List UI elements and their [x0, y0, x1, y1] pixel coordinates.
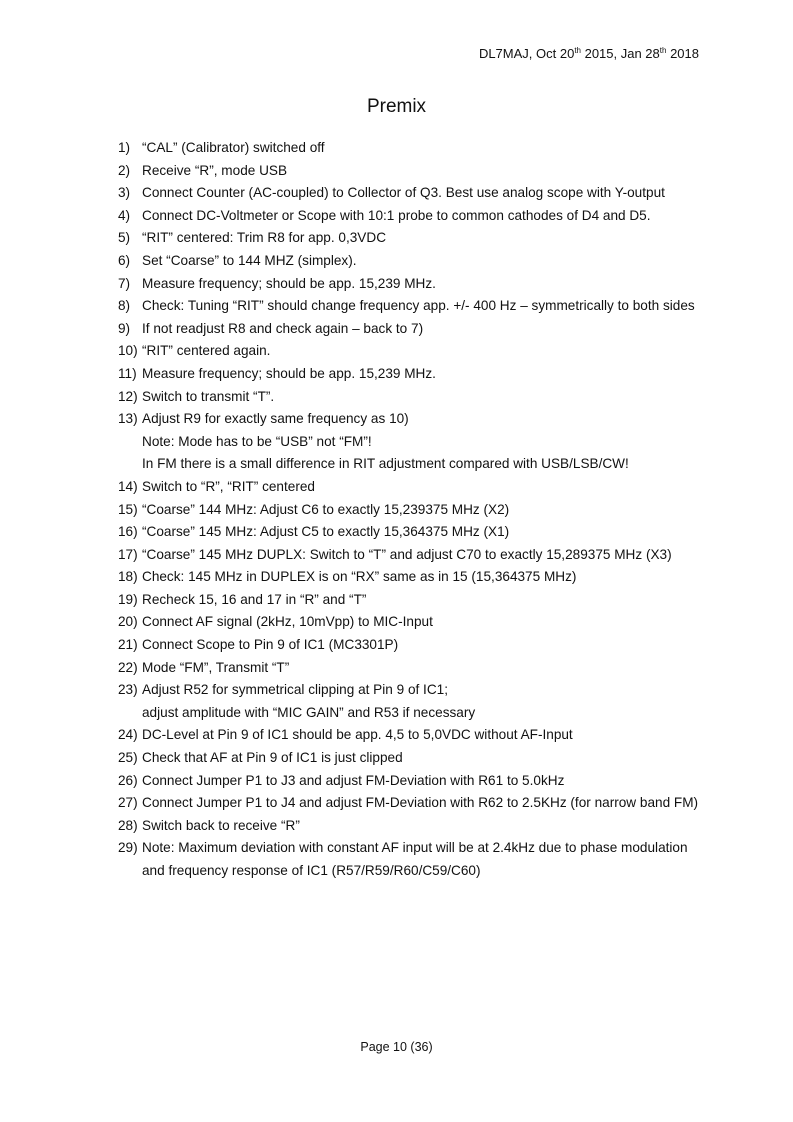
step-number: 28) [118, 817, 138, 833]
step-text [142, 408, 703, 476]
step-item [118, 589, 703, 612]
step-number: 17) [118, 546, 138, 562]
step-line: Switch to transmit “T”. [142, 388, 275, 404]
step-text [142, 340, 703, 363]
step-text [142, 770, 703, 793]
step-text [142, 679, 703, 724]
procedure-steps-list [118, 137, 703, 883]
step-text [142, 363, 703, 386]
step-text [142, 724, 703, 747]
header-mid: 2015, Jan 28 [580, 46, 660, 61]
step-line: Connect Jumper P1 to J4 and adjust FM-Deviation with R62 to 2.5KHz (for narrow band FM) [142, 795, 699, 811]
step-text [142, 273, 703, 296]
step-number: 25) [118, 750, 138, 766]
step-line: “Coarse” 144 MHz: Adjust C6 to exactly 15,239375 MHz (X2) [142, 501, 510, 517]
step-text [142, 657, 703, 680]
step-text [142, 544, 703, 567]
header-superscript-2: th [659, 46, 667, 55]
step-line: Switch to “R”, “RIT” centered [142, 478, 315, 494]
step-text [142, 182, 703, 205]
step-number: 6) [118, 252, 131, 268]
step-number: 9) [118, 320, 131, 336]
step-item [118, 499, 703, 522]
step-line: Switch back to receive “R” [142, 817, 300, 833]
step-line: Connect DC-Voltmeter or Scope with 10:1 probe to common cathodes of D4 and D5. [142, 207, 651, 223]
step-number: 11) [118, 365, 137, 381]
step-line: “Coarse” 145 MHz: Adjust C5 to exactly 15,364375 MHz (X1) [142, 524, 510, 540]
step-number: 4) [118, 207, 131, 223]
step-text [142, 566, 703, 589]
step-item [118, 182, 703, 205]
step-line: “Coarse” 145 MHz DUPLX: Switch to “T” and adjust C70 to exactly 15,289375 MHz (X3) [142, 546, 672, 562]
step-item [118, 634, 703, 657]
step-text [142, 815, 703, 838]
step-text [142, 476, 703, 499]
step-number: 16) [118, 524, 138, 540]
step-item [118, 363, 703, 386]
step-number: 18) [118, 569, 138, 585]
step-number: 20) [118, 614, 138, 630]
step-item [118, 521, 703, 544]
step-item [118, 408, 703, 476]
step-number: 1) [118, 140, 131, 155]
step-text [142, 386, 703, 409]
step-item [118, 679, 703, 724]
step-line: Measure frequency; should be app. 15,239 MHz. [142, 275, 436, 291]
step-item [118, 205, 703, 228]
step-line: Check that AF at Pin 9 of IC1 is just clipped [142, 750, 403, 766]
step-item [118, 792, 703, 815]
step-number: 22) [118, 659, 138, 675]
step-number: 13) [118, 411, 138, 427]
header-author-date: DL7MAJ, Oct 20 [478, 46, 575, 61]
step-line: DC-Level at Pin 9 of IC1 should be app. 4,5 to 5,0VDC without AF-Input [142, 727, 573, 743]
step-item [118, 386, 703, 409]
step-line: In FM there is a small difference in RIT adjustment compared with USB/LSB/CW! [142, 456, 629, 472]
step-item [118, 544, 703, 567]
step-line: Connect AF signal (2kHz, 10mVpp) to MIC-Input [142, 614, 433, 630]
step-number: 2) [118, 162, 131, 178]
step-text [142, 137, 703, 160]
step-text [142, 205, 703, 228]
header-superscript-1: th [574, 46, 581, 55]
step-line: “CAL” (Calibrator) switched off [142, 140, 325, 155]
step-item [118, 476, 703, 499]
step-line: adjust amplitude with “MIC GAIN” and R53 if necessary [142, 704, 476, 720]
step-number: 14) [118, 478, 138, 494]
step-number: 26) [118, 772, 138, 788]
step-line: “RIT” centered: Trim R8 for app. 0,3VDC [142, 230, 387, 246]
step-item [118, 160, 703, 183]
step-item [118, 611, 703, 634]
step-line: Check: 145 MHz in DUPLEX is on “RX” same as in 15 (15,364375 MHz) [142, 569, 577, 585]
step-line: Connect Jumper P1 to J3 and adjust FM-Deviation with R61 to 5.0kHz [142, 772, 565, 788]
step-line: Connect Counter (AC-coupled) to Collector of Q3. Best use analog scope with Y-output [142, 185, 665, 201]
step-line: Measure frequency; should be app. 15,239 MHz. [142, 365, 436, 381]
page-footer: Page 10 (36) [360, 1040, 433, 1054]
step-text [142, 611, 703, 634]
step-text [142, 250, 703, 273]
step-item [118, 724, 703, 747]
step-line: Adjust R52 for symmetrical clipping at Pin 9 of IC1; [142, 682, 448, 698]
step-item [118, 815, 703, 838]
step-text [142, 227, 703, 250]
step-item [118, 566, 703, 589]
step-text [142, 837, 703, 882]
step-text [142, 792, 703, 815]
step-text [142, 747, 703, 770]
step-line: Mode “FM”, Transmit “T” [142, 659, 290, 675]
step-item [118, 340, 703, 363]
page-title: Premix [366, 96, 427, 117]
step-line: Receive “R”, mode USB [142, 162, 288, 178]
step-item [118, 747, 703, 770]
page-header [479, 46, 699, 61]
step-line: If not readjust R8 and check again – back to 7) [142, 320, 424, 336]
step-number: 24) [118, 727, 138, 743]
step-item [118, 318, 703, 341]
step-number: 29) [118, 840, 138, 856]
step-text [142, 589, 703, 612]
step-number: 12) [118, 388, 138, 404]
step-text [142, 160, 703, 183]
step-number: 8) [118, 298, 131, 314]
step-text [142, 634, 703, 657]
step-number: 10) [118, 343, 138, 359]
step-item [118, 227, 703, 250]
step-number: 19) [118, 591, 138, 607]
step-line: Set “Coarse” to 144 MHZ (simplex). [142, 252, 357, 268]
step-number: 3) [118, 185, 131, 201]
step-number: 7) [118, 275, 131, 291]
step-text [142, 521, 703, 544]
step-text [142, 295, 703, 318]
step-line: Note: Mode has to be “USB” not “FM”! [142, 433, 372, 449]
step-line: Adjust R9 for exactly same frequency as 10) [142, 411, 409, 427]
step-item [118, 837, 703, 882]
step-number: 27) [118, 795, 138, 811]
step-number: 15) [118, 501, 138, 517]
step-item [118, 273, 703, 296]
step-line: Recheck 15, 16 and 17 in “R” and “T” [142, 591, 367, 607]
step-number: 21) [118, 637, 138, 653]
step-number: 5) [118, 230, 131, 246]
step-text [142, 318, 703, 341]
step-number: 23) [118, 682, 138, 698]
step-line: Note: Maximum deviation with constant AF input will be at 2.4kHz due to phase modulation and frequency response of IC1 (R57/R59/R60/C59/C60) [142, 840, 688, 878]
step-item [118, 770, 703, 793]
step-line: “RIT” centered again. [142, 343, 271, 359]
step-item [118, 657, 703, 680]
step-item [118, 250, 703, 273]
step-line: Connect Scope to Pin 9 of IC1 (MC3301P) [142, 637, 399, 653]
step-text [142, 499, 703, 522]
step-line: Check: Tuning “RIT” should change frequency app. +/- 400 Hz – symmetrically to both sides [142, 298, 695, 314]
step-item [118, 295, 703, 318]
step-item [118, 137, 703, 160]
header-year: 2018 [666, 46, 699, 61]
